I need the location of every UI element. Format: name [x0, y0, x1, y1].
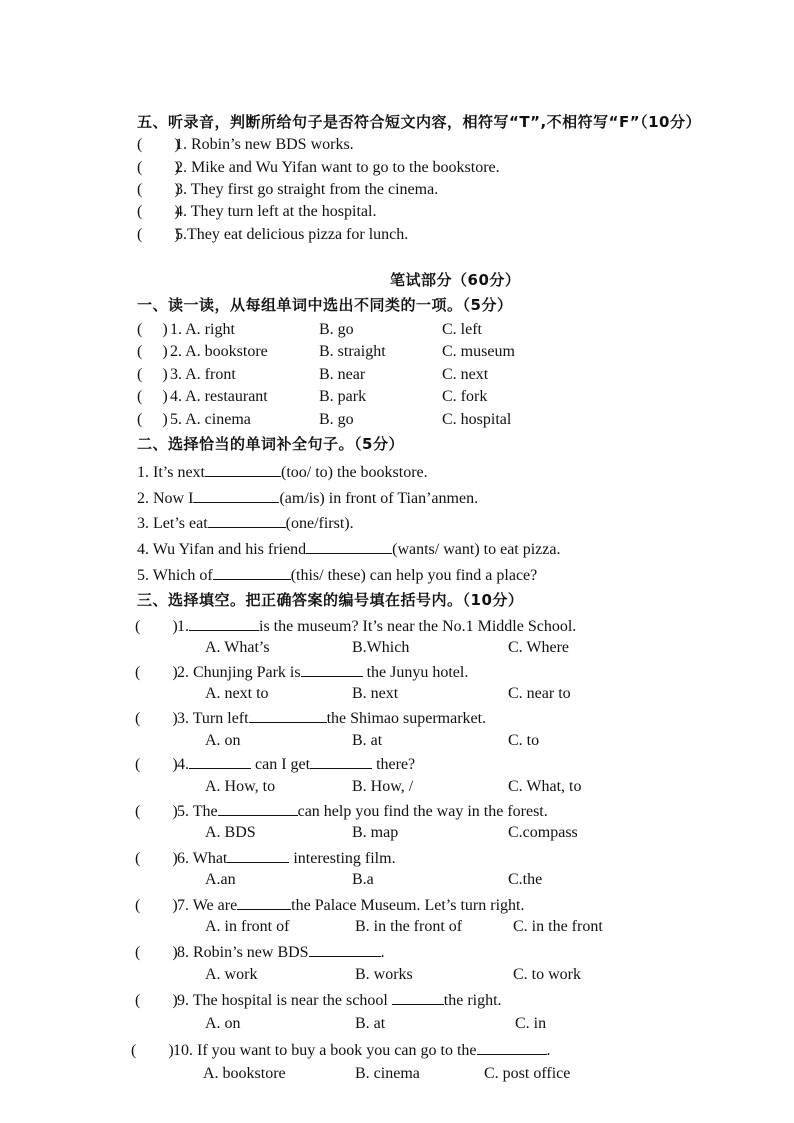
- option-b: B. next: [352, 685, 399, 702]
- option-c: C. to work: [513, 966, 581, 983]
- sec3-question: ( )7. We are the Palace Museum. Let’s turn right.: [135, 894, 524, 916]
- answer-blank: [189, 615, 259, 631]
- option-a: A. BDS: [205, 824, 256, 841]
- option-a: A. next to: [205, 685, 269, 702]
- option-a: A. in front of: [205, 918, 290, 935]
- option-b: B.Which: [352, 639, 410, 656]
- listening-item: ( )4. They turn left at the hospital.: [137, 203, 377, 220]
- answer-blank: [309, 941, 381, 957]
- option-a: A. How, to: [205, 778, 276, 795]
- option-b: B. works: [355, 966, 413, 983]
- answer-blank: [208, 512, 286, 528]
- option-c: C.the: [508, 871, 543, 888]
- listening-heading: 五、听录音，判断所给句子是否符合短文内容，相符写“T”,不相符写“F”（10分）: [137, 113, 701, 131]
- answer-blank: [189, 753, 251, 769]
- listening-item: ( )1. Robin’s new BDS works.: [137, 136, 354, 153]
- option-c: C. to: [508, 732, 540, 749]
- sec2-item: 3. Let’s eat (one/first).: [137, 512, 354, 534]
- option-c: C. in the front: [513, 918, 603, 935]
- option-a: A. work: [205, 966, 258, 983]
- section2-heading: 二、选择恰当的单词补全句子。（5分）: [137, 435, 404, 453]
- option-b: B. How, /: [352, 778, 414, 795]
- option-a: A. What’s: [205, 639, 270, 656]
- sec1-row: ( ) 5. A. cinema B. go C. hospital: [137, 411, 512, 428]
- answer-blank: [301, 661, 363, 677]
- option-c: C. What, to: [508, 778, 582, 795]
- sec3-question: ( )10. If you want to buy a book you can go to the .: [131, 1039, 551, 1061]
- section3-heading: 三、选择填空。把正确答案的编号填在括号内。（10分）: [137, 591, 524, 609]
- option-c: C. post office: [484, 1065, 571, 1082]
- option-a: A. on: [205, 1015, 241, 1032]
- sec3-question: ( )2. Chunjing Park is the Junyu hotel.: [135, 661, 468, 683]
- answer-blank: [249, 707, 327, 723]
- answer-blank: [392, 989, 444, 1005]
- listening-item: ( )2. Mike and Wu Yifan want to go to the bookstore.: [137, 159, 500, 176]
- section1-heading: 一、读一读，从每组单词中选出不同类的一项。（5分）: [137, 296, 513, 314]
- sec2-item: 2. Now I (am/is) in front of Tian’anmen.: [137, 487, 478, 509]
- option-c: C.compass: [508, 824, 578, 841]
- answer-blank: [218, 800, 298, 816]
- option-b: B. cinema: [355, 1065, 420, 1082]
- sec3-question: ( )1. is the museum? It’s near the No.1 Middle School.: [135, 615, 576, 637]
- sec3-question: ( )8. Robin’s new BDS .: [135, 941, 385, 963]
- answer-blank: [227, 847, 289, 863]
- option-c: C. Where: [508, 639, 570, 656]
- option-b: B.a: [352, 871, 374, 888]
- sec1-row: ( ) 2. A. bookstore B. straight C. museum: [137, 343, 515, 360]
- sec2-item: 5. Which of (this/ these) can help you find a place?: [137, 564, 537, 586]
- sec2-item: 4. Wu Yifan and his friend (wants/ want) to eat pizza.: [137, 538, 560, 560]
- listening-item: ( )5.They eat delicious pizza for lunch.: [137, 226, 409, 243]
- sec3-question: ( )4. can I get there?: [135, 753, 415, 775]
- option-a: A. on: [205, 732, 241, 749]
- option-c: C. near to: [508, 685, 571, 702]
- answer-blank: [310, 753, 372, 769]
- written-title: 笔试部分（60分）: [390, 271, 521, 289]
- option-b: B. map: [352, 824, 399, 841]
- sec3-question: ( )6. What interesting film.: [135, 847, 396, 869]
- option-a: A.an: [205, 871, 236, 888]
- sec3-question: ( )9. The hospital is near the school the right.: [135, 989, 502, 1011]
- option-b: B. at: [355, 1015, 386, 1032]
- option-b: B. in the front of: [355, 918, 463, 935]
- sec2-item: 1. It’s next (too/ to) the bookstore.: [137, 461, 428, 483]
- answer-blank: [213, 564, 291, 580]
- answer-blank: [237, 894, 291, 910]
- sec1-row: ( ) 1. A. right B. go C. left: [137, 321, 482, 338]
- sec1-row: ( ) 3. A. front B. near C. next: [137, 366, 489, 383]
- sec3-question: ( )3. Turn left the Shimao supermarket.: [135, 707, 486, 729]
- answer-blank: [477, 1039, 547, 1055]
- sec3-question: ( )5. The can help you find the way in the forest.: [135, 800, 548, 822]
- answer-blank: [306, 538, 392, 554]
- answer-blank: [205, 461, 281, 477]
- option-b: B. at: [352, 732, 383, 749]
- option-c: C. in: [515, 1015, 547, 1032]
- sec1-row: ( ) 4. A. restaurant B. park C. fork: [137, 388, 488, 405]
- answer-blank: [193, 487, 279, 503]
- option-a: A. bookstore: [203, 1065, 286, 1082]
- listening-item: ( )3. They first go straight from the cinema.: [137, 181, 439, 198]
